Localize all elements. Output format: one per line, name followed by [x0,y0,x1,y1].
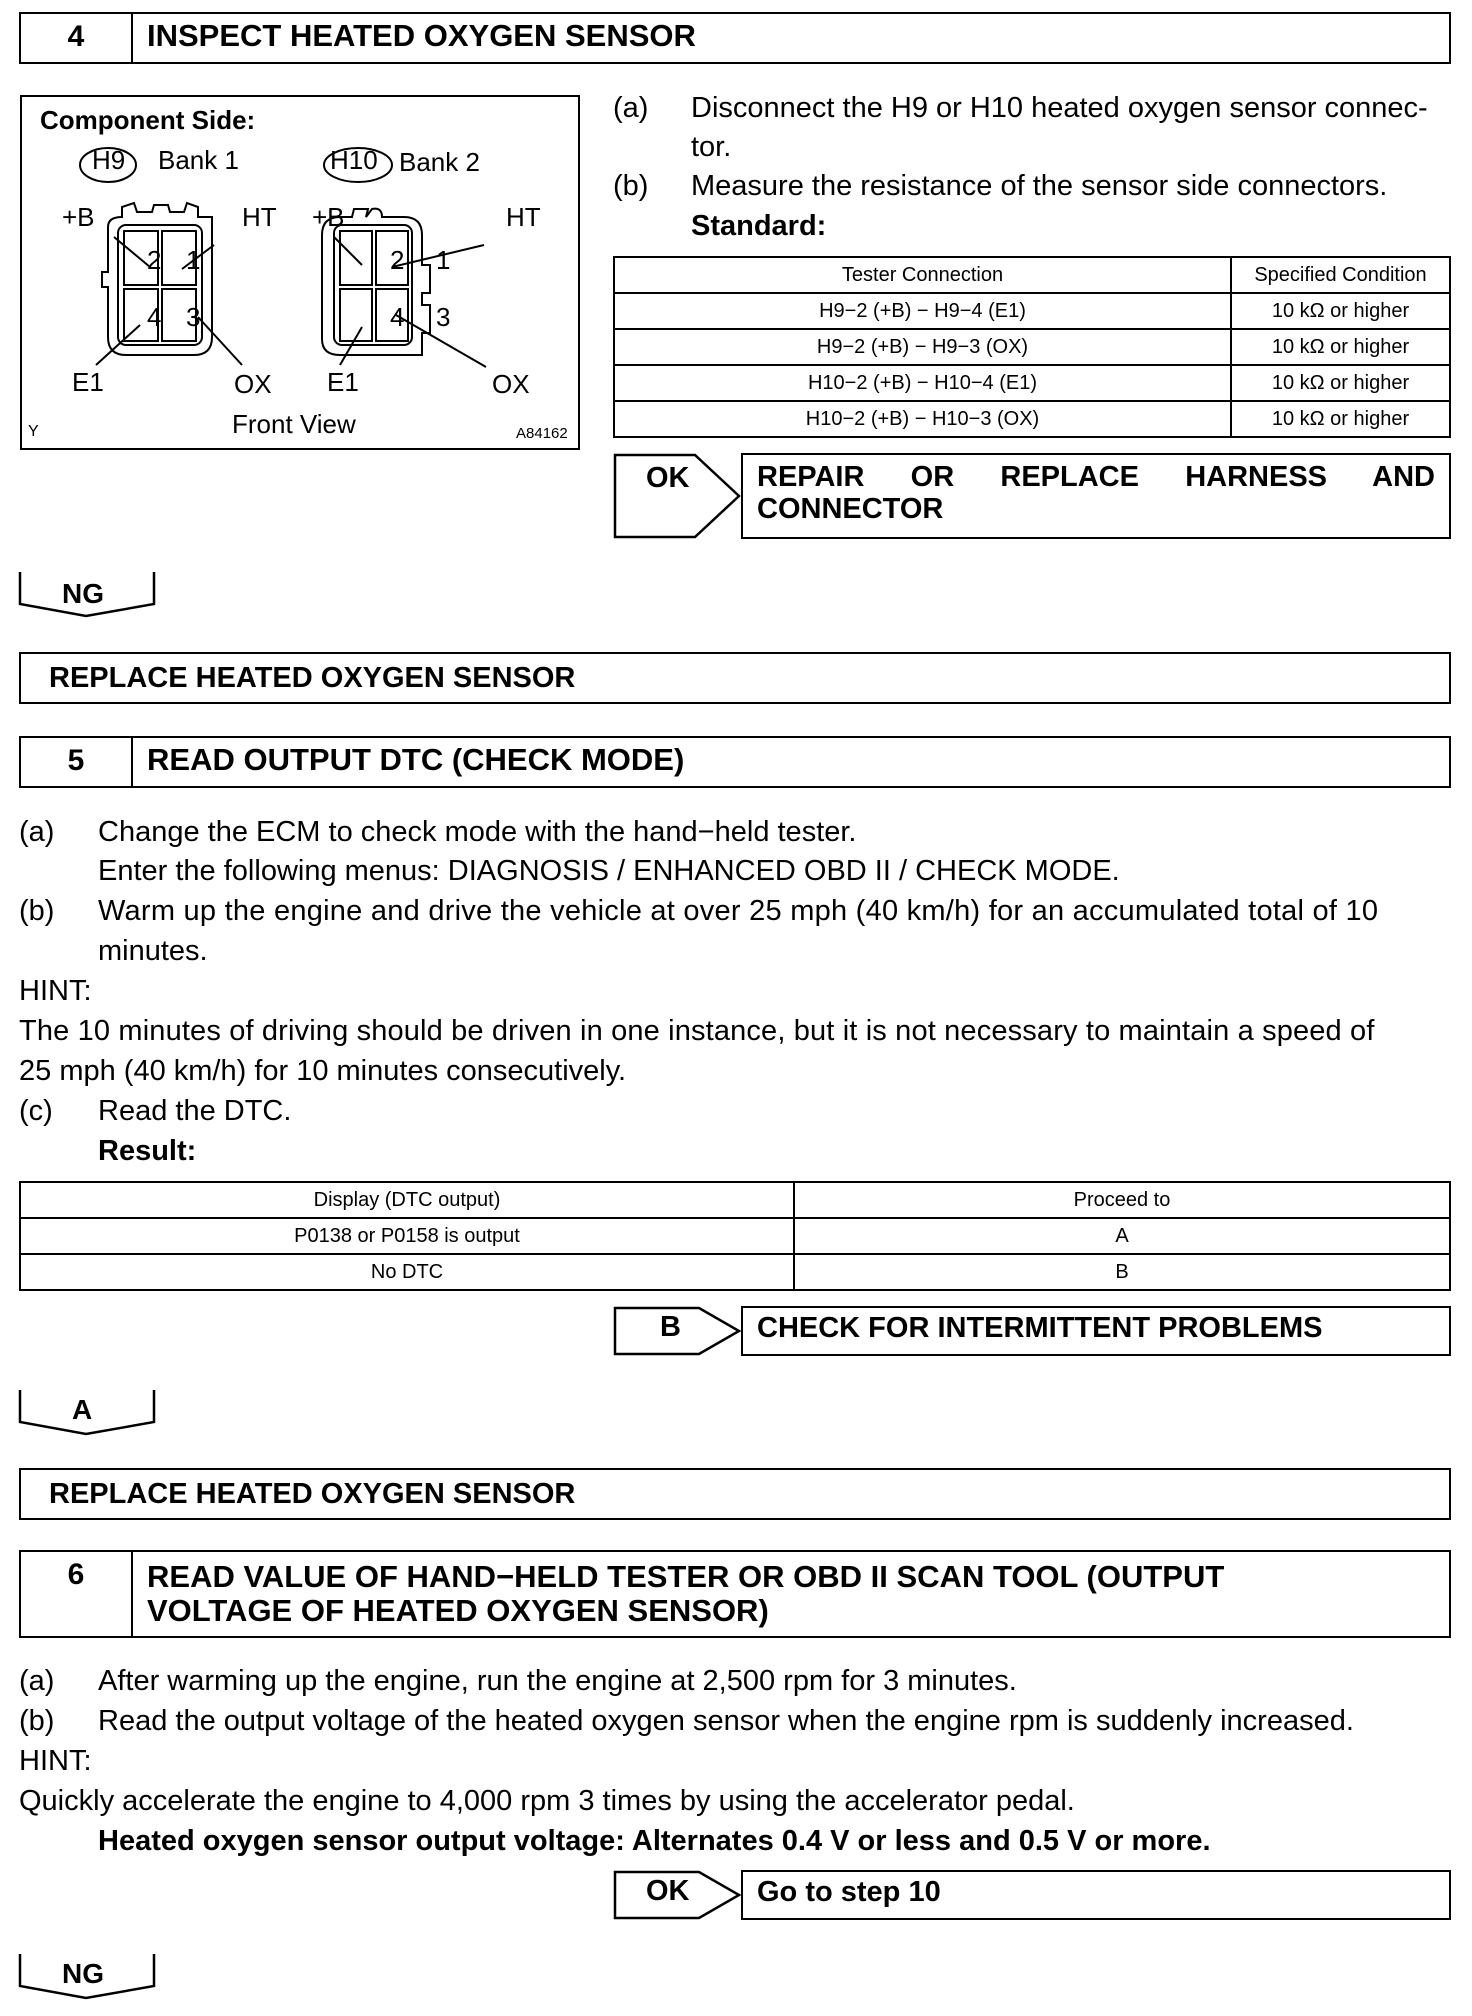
step5-a-label: (a) [19,816,55,848]
step-title-line2: VOLTAGE OF HEATED OXYGEN SENSOR) [147,1593,769,1628]
step5-c-label: (c) [19,1095,53,1127]
step5-b-label: (b) [19,895,55,927]
step6-b-text: Read the output voltage of the heated oxygen sensor when the engine rpm is suddenly increased. [98,1705,1354,1737]
ng-tab-label: NG [62,578,104,609]
step5-b-line2: minutes. [98,935,208,967]
ok-tag-label: OK [646,462,690,494]
go-to-step10-box[interactable] [741,1870,1451,1920]
table-cell: H10−2 (+B) − H10−3 (OX) [614,401,1231,437]
resistance-table [613,256,1451,438]
h9-pin2: 2 [147,245,162,275]
h9-e1-label: E1 [72,367,104,397]
table-cell: B [794,1254,1450,1290]
component-side-label: Component Side: [40,105,256,135]
h9-pin3: 3 [186,302,201,332]
table-row [20,1254,1450,1290]
h10-pin1: 1 [436,245,451,275]
table-cell: 10 kΩ or higher [1231,365,1450,401]
step-6-header [19,1550,1451,1638]
table-cell: H10−2 (+B) − H10−4 (E1) [614,365,1231,401]
dtc-table [19,1181,1451,1291]
step4-b-text: Measure the resistance of the sensor side connectors. [691,170,1388,202]
table-cell: No DTC [20,1254,794,1290]
step5-hint-line1: The 10 minutes of driving should be driven in one instance, but it is not necessary to maintain a speed of [19,1015,1375,1047]
h10-pin3: 3 [436,302,451,332]
step5-result: Result: [98,1135,197,1167]
front-view-label: Front View [232,409,356,439]
h10-label: H10 [330,145,378,175]
a-tab-label: A [72,1394,93,1425]
h9-pin4: 4 [147,302,162,332]
ok-result-text: REPAIR OR REPLACE HARNESS AND CONNECTOR [757,461,1435,525]
step6-a-label: (a) [19,1665,55,1697]
step-number: 4 [21,14,133,62]
corner-y-label: Y [28,423,39,440]
table-cell: P0138 or P0158 is output [20,1218,794,1254]
step5-a-line2: Enter the following menus: DIAGNOSIS / ENHANCED OBD II / CHECK MODE. [98,855,1120,887]
step6-b-label: (b) [19,1705,55,1737]
figure-code: A84162 [516,425,568,442]
step6-a-text: After warming up the engine, run the engine at 2,500 rpm for 3 minutes. [98,1665,1017,1697]
h9-ht-label: HT [242,202,277,232]
step4-b-label: (b) [613,170,649,202]
step-number: 6 [21,1552,133,1636]
step-4-header [19,12,1451,64]
step4-a-line2: tor. [691,131,732,163]
bank1-label: Bank 1 [158,145,239,175]
step5-hint: HINT: [19,975,92,1007]
h9-ox-label: OX [234,369,272,399]
step-title: INSPECT HEATED OXYGEN SENSOR [147,18,696,53]
step-title: READ OUTPUT DTC (CHECK MODE) [147,742,685,777]
h9-label: H9 [92,145,126,175]
b-result-text: CHECK FOR INTERMITTENT PROBLEMS [757,1312,1323,1344]
step-number: 5 [21,738,133,786]
step4-a-label: (a) [613,92,649,124]
bank2-label: Bank 2 [399,147,480,177]
h10-pin4: 4 [390,302,405,332]
go-to-step10-text: Go to step 10 [757,1876,941,1908]
table-cell: A [794,1218,1450,1254]
table-cell: H9−2 (+B) − H9−4 (E1) [614,293,1231,329]
table-row [614,293,1450,329]
ok-tag-label-2: OK [646,1875,690,1907]
table-row [614,401,1450,437]
h9-pin1: 1 [186,245,201,275]
h9-plusb-label: +B [62,202,95,232]
h10-ox-label: OX [492,369,530,399]
ok-result-box [741,453,1451,539]
step6-hint: HINT: [19,1745,92,1777]
b-tag-label: B [660,1311,681,1343]
table-cell: 10 kΩ or higher [1231,293,1450,329]
table-row [20,1218,1450,1254]
table-cell: H9−2 (+B) − H9−3 (OX) [614,329,1231,365]
step6-spec: Heated oxygen sensor output voltage: Alternates 0.4 V or less and 0.5 V or more. [98,1825,1211,1857]
b-result-box [741,1306,1451,1356]
step6-hint-text: Quickly accelerate the engine to 4,000 rpm 3 times by using the accelerator pedal. [19,1785,1075,1817]
connector-figure [20,95,580,450]
table-row [614,329,1450,365]
table-header: Tester Connection [614,257,1231,293]
table-cell: 10 kΩ or higher [1231,329,1450,365]
h10-ht-label: HT [506,202,541,232]
h10-plusb-label: +B [312,202,345,232]
h10-pin2: 2 [390,245,405,275]
table-row [614,365,1450,401]
step-title [133,1552,1449,1636]
step5-c-text: Read the DTC. [98,1095,292,1127]
step5-hint-line2: 25 mph (40 km/h) for 10 minutes consecutively. [19,1055,627,1087]
replace-sensor-bar-2: REPLACE HEATED OXYGEN SENSOR [19,1468,1451,1520]
step-5-header [19,736,1451,788]
h10-e1-label: E1 [327,367,359,397]
ng-tab-label-2: NG [62,1958,104,1989]
step-title-line1: READ VALUE OF HAND−HELD TESTER OR OBD II SCAN TOOL (OUTPUT [147,1559,1225,1594]
table-header: Proceed to [794,1182,1450,1218]
step4-a-line1: Disconnect the H9 or H10 heated oxygen sensor connec- [691,92,1428,124]
replace-sensor-bar-1: REPLACE HEATED OXYGEN SENSOR [19,652,1451,704]
step4-standard: Standard: [691,210,827,242]
table-cell: 10 kΩ or higher [1231,401,1450,437]
table-header: Specified Condition [1231,257,1450,293]
step5-a-line1: Change the ECM to check mode with the hand−held tester. [98,816,857,848]
step5-b-line1: Warm up the engine and drive the vehicle at over 25 mph (40 km/h) for an accumulated total of 10 [98,895,1379,927]
table-header: Display (DTC output) [20,1182,794,1218]
